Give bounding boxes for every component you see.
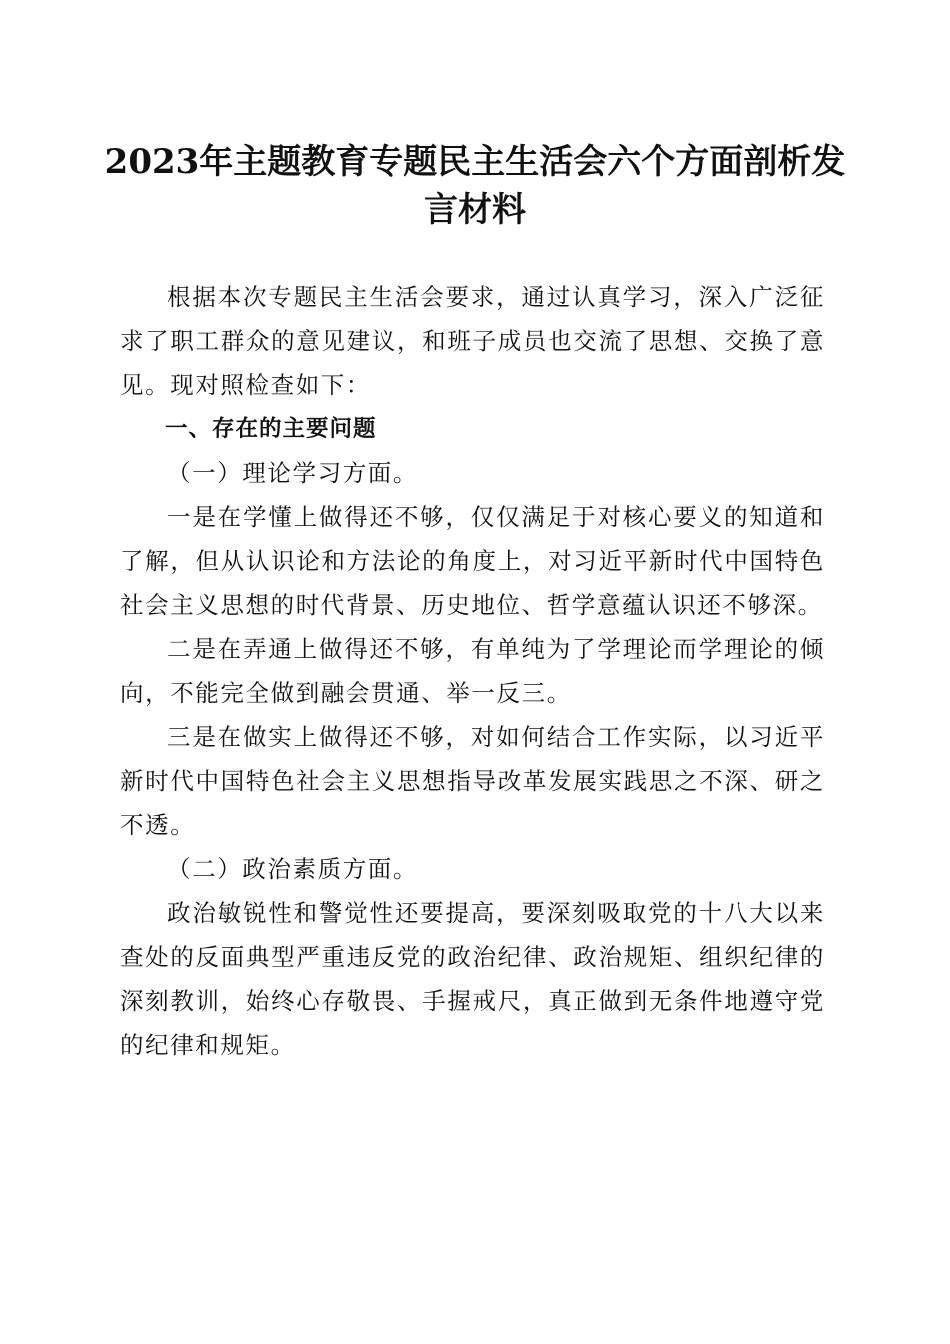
document-title: 2023年主题教育专题民主生活会六个方面剖析发言材料 — [104, 142, 846, 230]
theory-paragraph-2: 二是在弄通上做得还不够，有单纯为了学理论而学理论的倾向，不能完全做到融会贯通、举一反三。 — [120, 635, 825, 707]
theory-paragraph-3: 三是在做实上做得还不够，对如何结合工作实际，以习近平新时代中国特色社会主义思想指导改革发展实践思之不深、研之不透。 — [120, 723, 825, 839]
intro-paragraph: 根据本次专题民主生活会要求，通过认真学习，深入广泛征求了职工群众的意见建议，和班子成员也交流了思想、交换了意见。现对照检查如下： — [120, 283, 825, 399]
subsection-heading-politics: （二）政治素质方面。 — [167, 855, 418, 883]
theory-paragraph-1: 一是在学懂上做得还不够，仅仅满足于对核心要义的知道和了解，但从认识论和方法论的角度上，对习近平新时代中国特色社会主义思想的时代背景、历史地位、哲学意蕴认识还不够深。 — [120, 503, 825, 619]
subsection-heading-theory: （一）理论学习方面。 — [167, 459, 418, 487]
document-body — [120, 275, 825, 1067]
section-heading-problems: 一、存在的主要问题 — [165, 416, 377, 442]
politics-paragraph-1: 政治敏锐性和警觉性还要提高，要深刻吸取党的十八大以来查处的反面典型严重违反党的政治纪律、政治规矩、组织纪律的深刻教训，始终心存敬畏、手握戒尺，真正做到无条件地遵守党的纪律和规矩。 — [120, 899, 825, 1059]
